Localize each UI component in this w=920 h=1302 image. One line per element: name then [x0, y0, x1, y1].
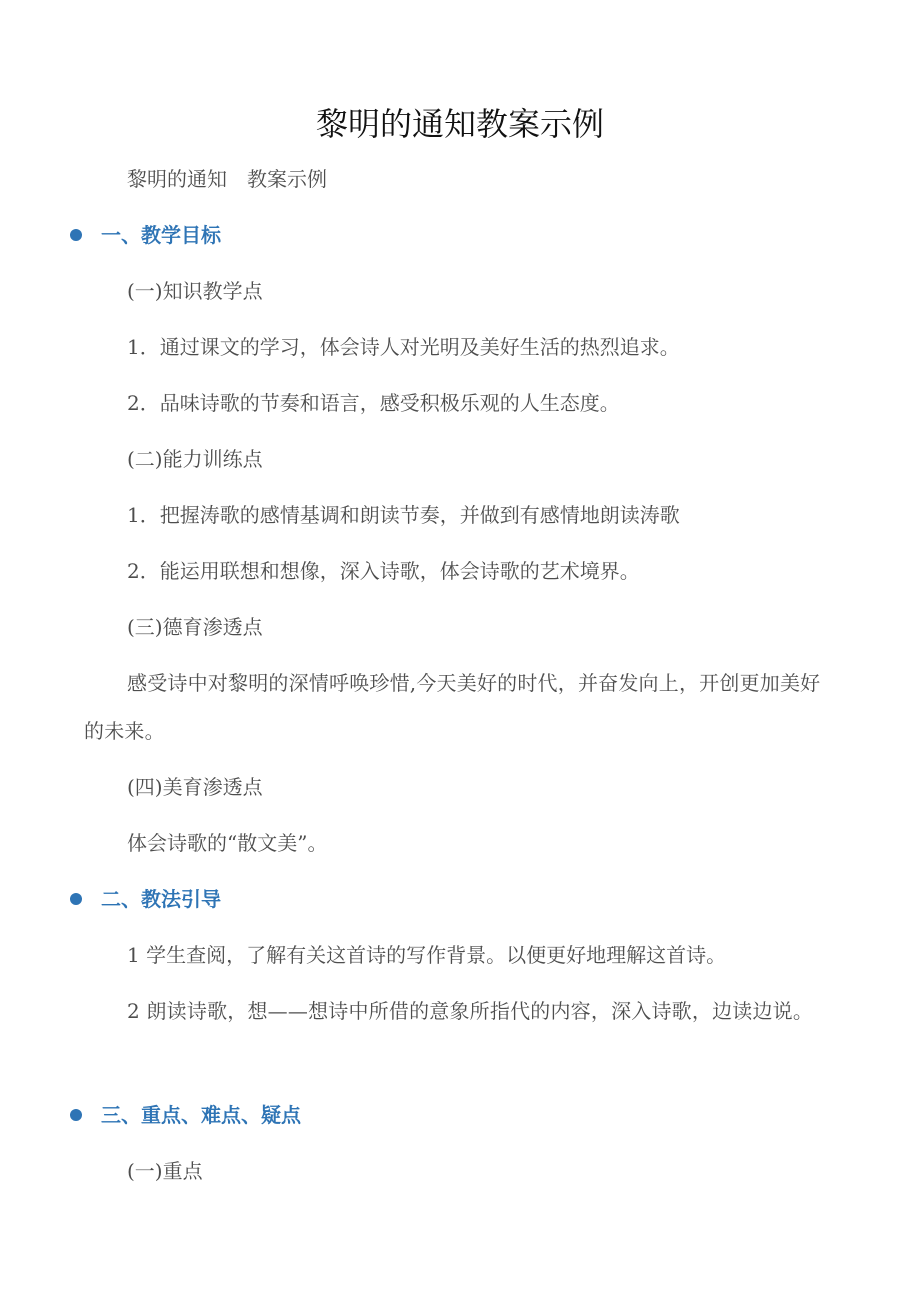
document-title: 黎明的通知教案示例	[315, 105, 604, 143]
paragraph: 2．品味诗歌的节奏和语言，感受积极乐观的人生态度。	[127, 391, 620, 415]
paragraph-wrapped: 2 朗读诗歌，想——想诗中所借的意象所指代的内容，深入诗歌，边读边说。	[127, 999, 814, 1023]
paragraph: (一)知识教学点	[127, 279, 263, 303]
document-subtitle: 黎明的通知 教案示例	[127, 167, 327, 191]
section-heading-key-points	[70, 1101, 301, 1129]
paragraph: 1 学生查阅，了解有关这首诗的写作背景。以便更好地理解这首诗。	[127, 943, 727, 967]
paragraph: 体会诗歌的“散文美”。	[127, 831, 328, 855]
bullet-icon	[70, 229, 82, 241]
paragraph: (三)德育渗透点	[127, 615, 263, 639]
section-heading-text: 三、重点、难点、疑点	[101, 1103, 301, 1127]
bullet-icon	[70, 893, 82, 905]
section-heading-teaching-goals	[70, 221, 221, 249]
paragraph: 1．通过课文的学习，体会诗人对光明及美好生活的热烈追求。	[127, 335, 680, 359]
paragraph: 1．把握涛歌的感情基调和朗读节奏，并做到有感情地朗读涛歌	[127, 503, 680, 527]
paragraph-wrapped: 感受诗中对黎明的深情呼唤珍惜,今天美好的时代，并奋发向上，开创更加美好的未来。	[84, 671, 821, 743]
section-heading-text: 一、教学目标	[101, 223, 221, 247]
paragraph: (四)美育渗透点	[127, 775, 263, 799]
section-heading-teaching-methods	[70, 885, 221, 913]
paragraph: 2．能运用联想和想像，深入诗歌，体会诗歌的艺术境界。	[127, 559, 640, 583]
bullet-icon	[70, 1109, 82, 1121]
paragraph: (二)能力训练点	[127, 447, 263, 471]
section-heading-text: 二、教法引导	[101, 887, 221, 911]
paragraph: (一)重点	[127, 1159, 203, 1183]
